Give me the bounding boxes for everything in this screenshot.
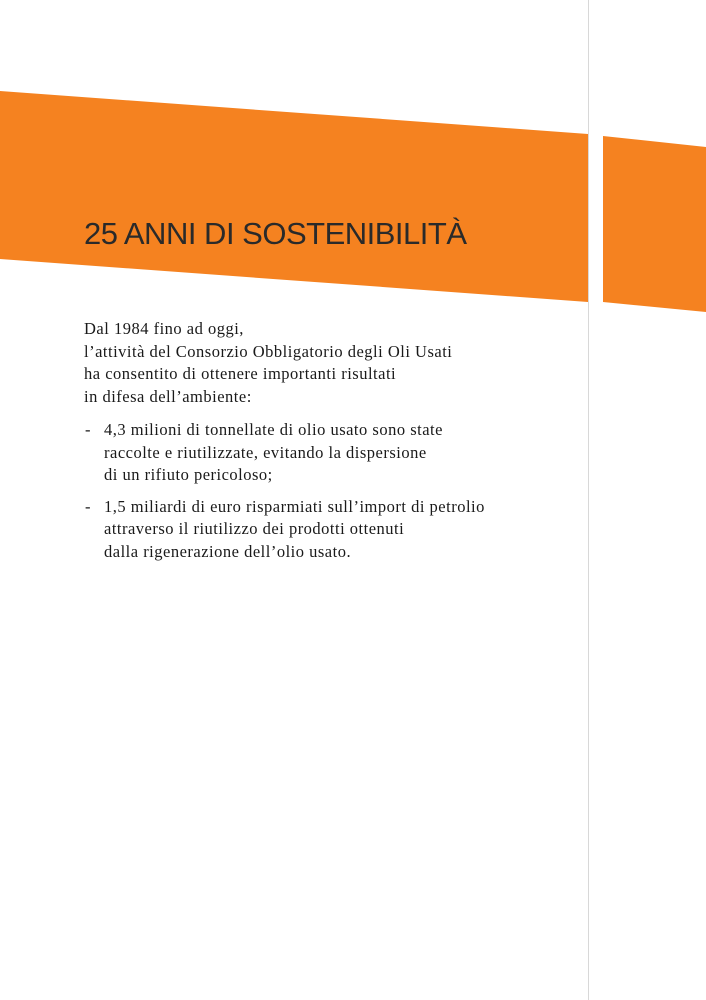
orange-side-band xyxy=(603,0,706,1000)
intro-line: in difesa dell’ambiente: xyxy=(84,386,252,406)
list-item-line: dalla rigenerazione dell’olio usato. xyxy=(104,541,352,561)
list-item-line: di un rifiuto pericoloso; xyxy=(104,465,273,484)
page-title: 25 ANNI DI SOSTENIBILITÀ xyxy=(84,216,467,251)
bullet-dash: - xyxy=(85,420,91,439)
list-item-line: 4,3 milioni di tonnellate di olio usato sono state xyxy=(104,420,443,439)
intro-paragraph xyxy=(84,318,574,408)
body-text xyxy=(84,318,574,563)
bullet-dash: - xyxy=(85,496,91,516)
list-item-text xyxy=(104,496,574,564)
intro-line: Dal 1984 fino ad oggi, xyxy=(84,319,244,338)
intro-line: ha consentito di ottenere importanti risultati xyxy=(84,364,397,383)
page-divider-line xyxy=(588,0,589,1000)
list-item-oil-collected xyxy=(84,419,574,487)
list-item-line: raccolte e riutilizzate, evitando la dispersione xyxy=(104,442,427,462)
list-item-text xyxy=(104,419,574,487)
intro-line: l’attività del Consorzio Obbligatorio degli Oli Usati xyxy=(84,341,453,361)
list-item-line: 1,5 miliardi di euro risparmiati sull’import di petrolio xyxy=(104,496,485,516)
results-list xyxy=(84,419,574,563)
list-item-line: attraverso il riutilizzo dei prodotti ottenuti xyxy=(104,519,405,538)
list-item-savings xyxy=(84,496,574,564)
